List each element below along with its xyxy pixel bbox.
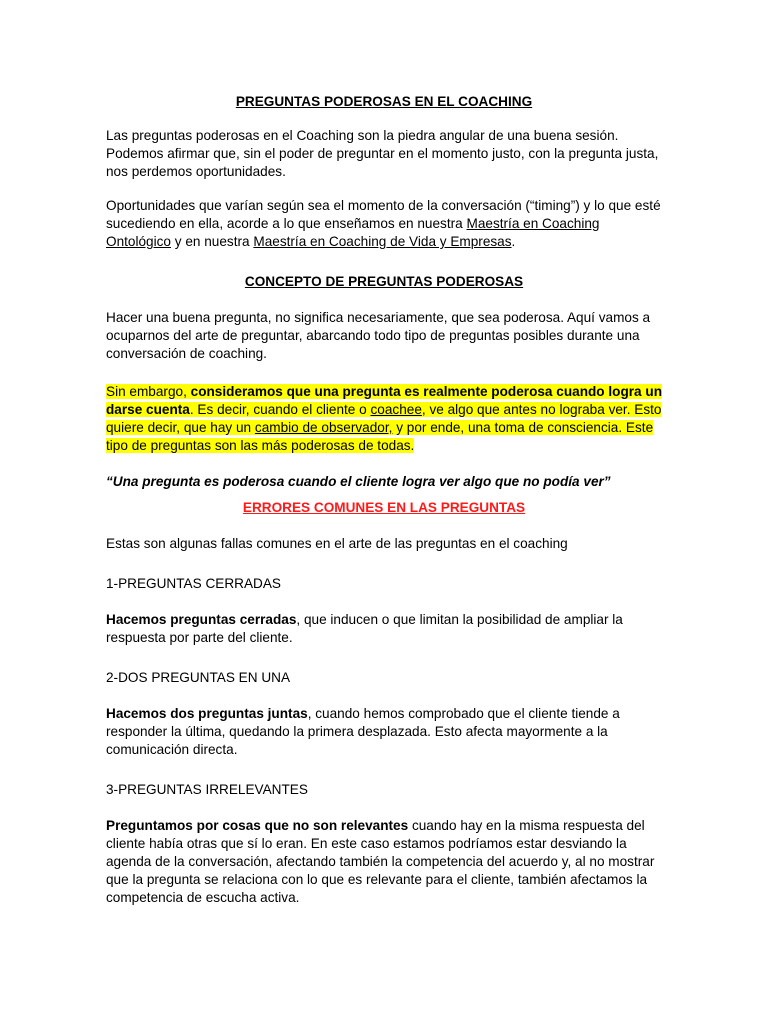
error-2-title: 2-DOS PREGUNTAS EN UNA [106,670,291,685]
error-3-bold: Preguntamos por cosas que no son relevantes [106,818,409,833]
errors-intro: Estas son algunas fallas comunes en el arte de las preguntas en el coaching [106,536,568,551]
link-cambio-de-observador[interactable]: cambio de observador, [254,420,393,435]
link-coachee[interactable]: coachee [370,402,422,417]
link-maestria-vida-empresas[interactable]: Maestría en Coaching de Vida y Empresas [253,234,512,249]
error-1-text: , que inducen o que limitan la posibilidad de ampliar la respuesta por parte del cliente. [106,612,623,645]
intro-paragraph-2 [106,197,662,251]
concept-2-text-d: y por ende, una toma de consciencia. Este tipo de preguntas son las más poderosas de todas. [106,420,654,453]
document-page [106,93,662,907]
document-title: PREGUNTAS PODEROSAS EN EL COACHING [235,94,533,109]
intro-2-text-c: . [511,234,516,249]
section-heading-errors: ERRORES COMUNES EN LAS PREGUNTAS [242,500,526,515]
error-3-title: 3-PREGUNTAS IRRELEVANTES [106,782,308,797]
error-3-paragraph [106,817,662,907]
error-3-text: cuando hay en la misma respuesta del cliente había otras que sí lo eran. En este caso estamos podríamos estar desviando la agenda de la conversación, afectando también la competencia del acuerdo y, al no mostrar que la pregunta se relaciona con lo que es relevante para el cliente, también afectamos la competencia de escucha activa. [106,818,655,905]
concept-paragraph-1: Hacer una buena pregunta, no significa necesariamente, que sea poderosa. Aquí vamos a ocuparnos del arte de preguntar, abarcando todo tipo de preguntas posibles durante una conversación de coaching. [106,310,651,361]
concept-quote: “Una pregunta es poderosa cuando el cliente logra ver algo que no podía ver” [106,474,611,489]
error-2-bold: Hacemos dos preguntas juntas [106,706,308,721]
error-1-title: 1-PREGUNTAS CERRADAS [106,576,281,591]
link-maestria-ontologico[interactable]: Maestría en Coaching Ontológico [106,216,600,249]
intro-paragraph-1: Las preguntas poderosas en el Coaching son la piedra angular de una buena sesión. Podemos afirmar que, sin el poder de preguntar en el momento justo, con la pregunta justa, nos perdemos oportunidades. [106,128,659,179]
error-1-paragraph [106,611,662,647]
concept-2-text-c: , ve algo que antes no lograba ver. Esto quiere decir, que hay un [106,402,662,435]
concept-2-bold: consideramos que una pregunta es realmente poderosa cuando logra un darse cuenta [106,384,662,417]
concept-2-text-b: . Es decir, cuando el cliente o [189,402,371,417]
concept-paragraph-2-highlighted [106,383,662,455]
error-2-paragraph [106,705,662,759]
intro-2-text-b: y en nuestra [171,234,254,249]
error-1-bold: Hacemos preguntas cerradas [106,612,297,627]
concept-2-text-a: Sin embargo, [106,384,191,399]
section-heading-concept: CONCEPTO DE PREGUNTAS PODEROSAS [244,274,524,289]
error-2-text: , cuando hemos comprobado que el cliente tiende a responder la última, quedando la primera desplazada. Esto afecta mayormente a la comunicación directa. [106,706,620,757]
intro-2-text-a: Oportunidades que varían según sea el momento de la conversación (“timing”) y lo que esté sucediendo en ella, acorde a lo que enseñamos en nuestra [106,198,661,231]
